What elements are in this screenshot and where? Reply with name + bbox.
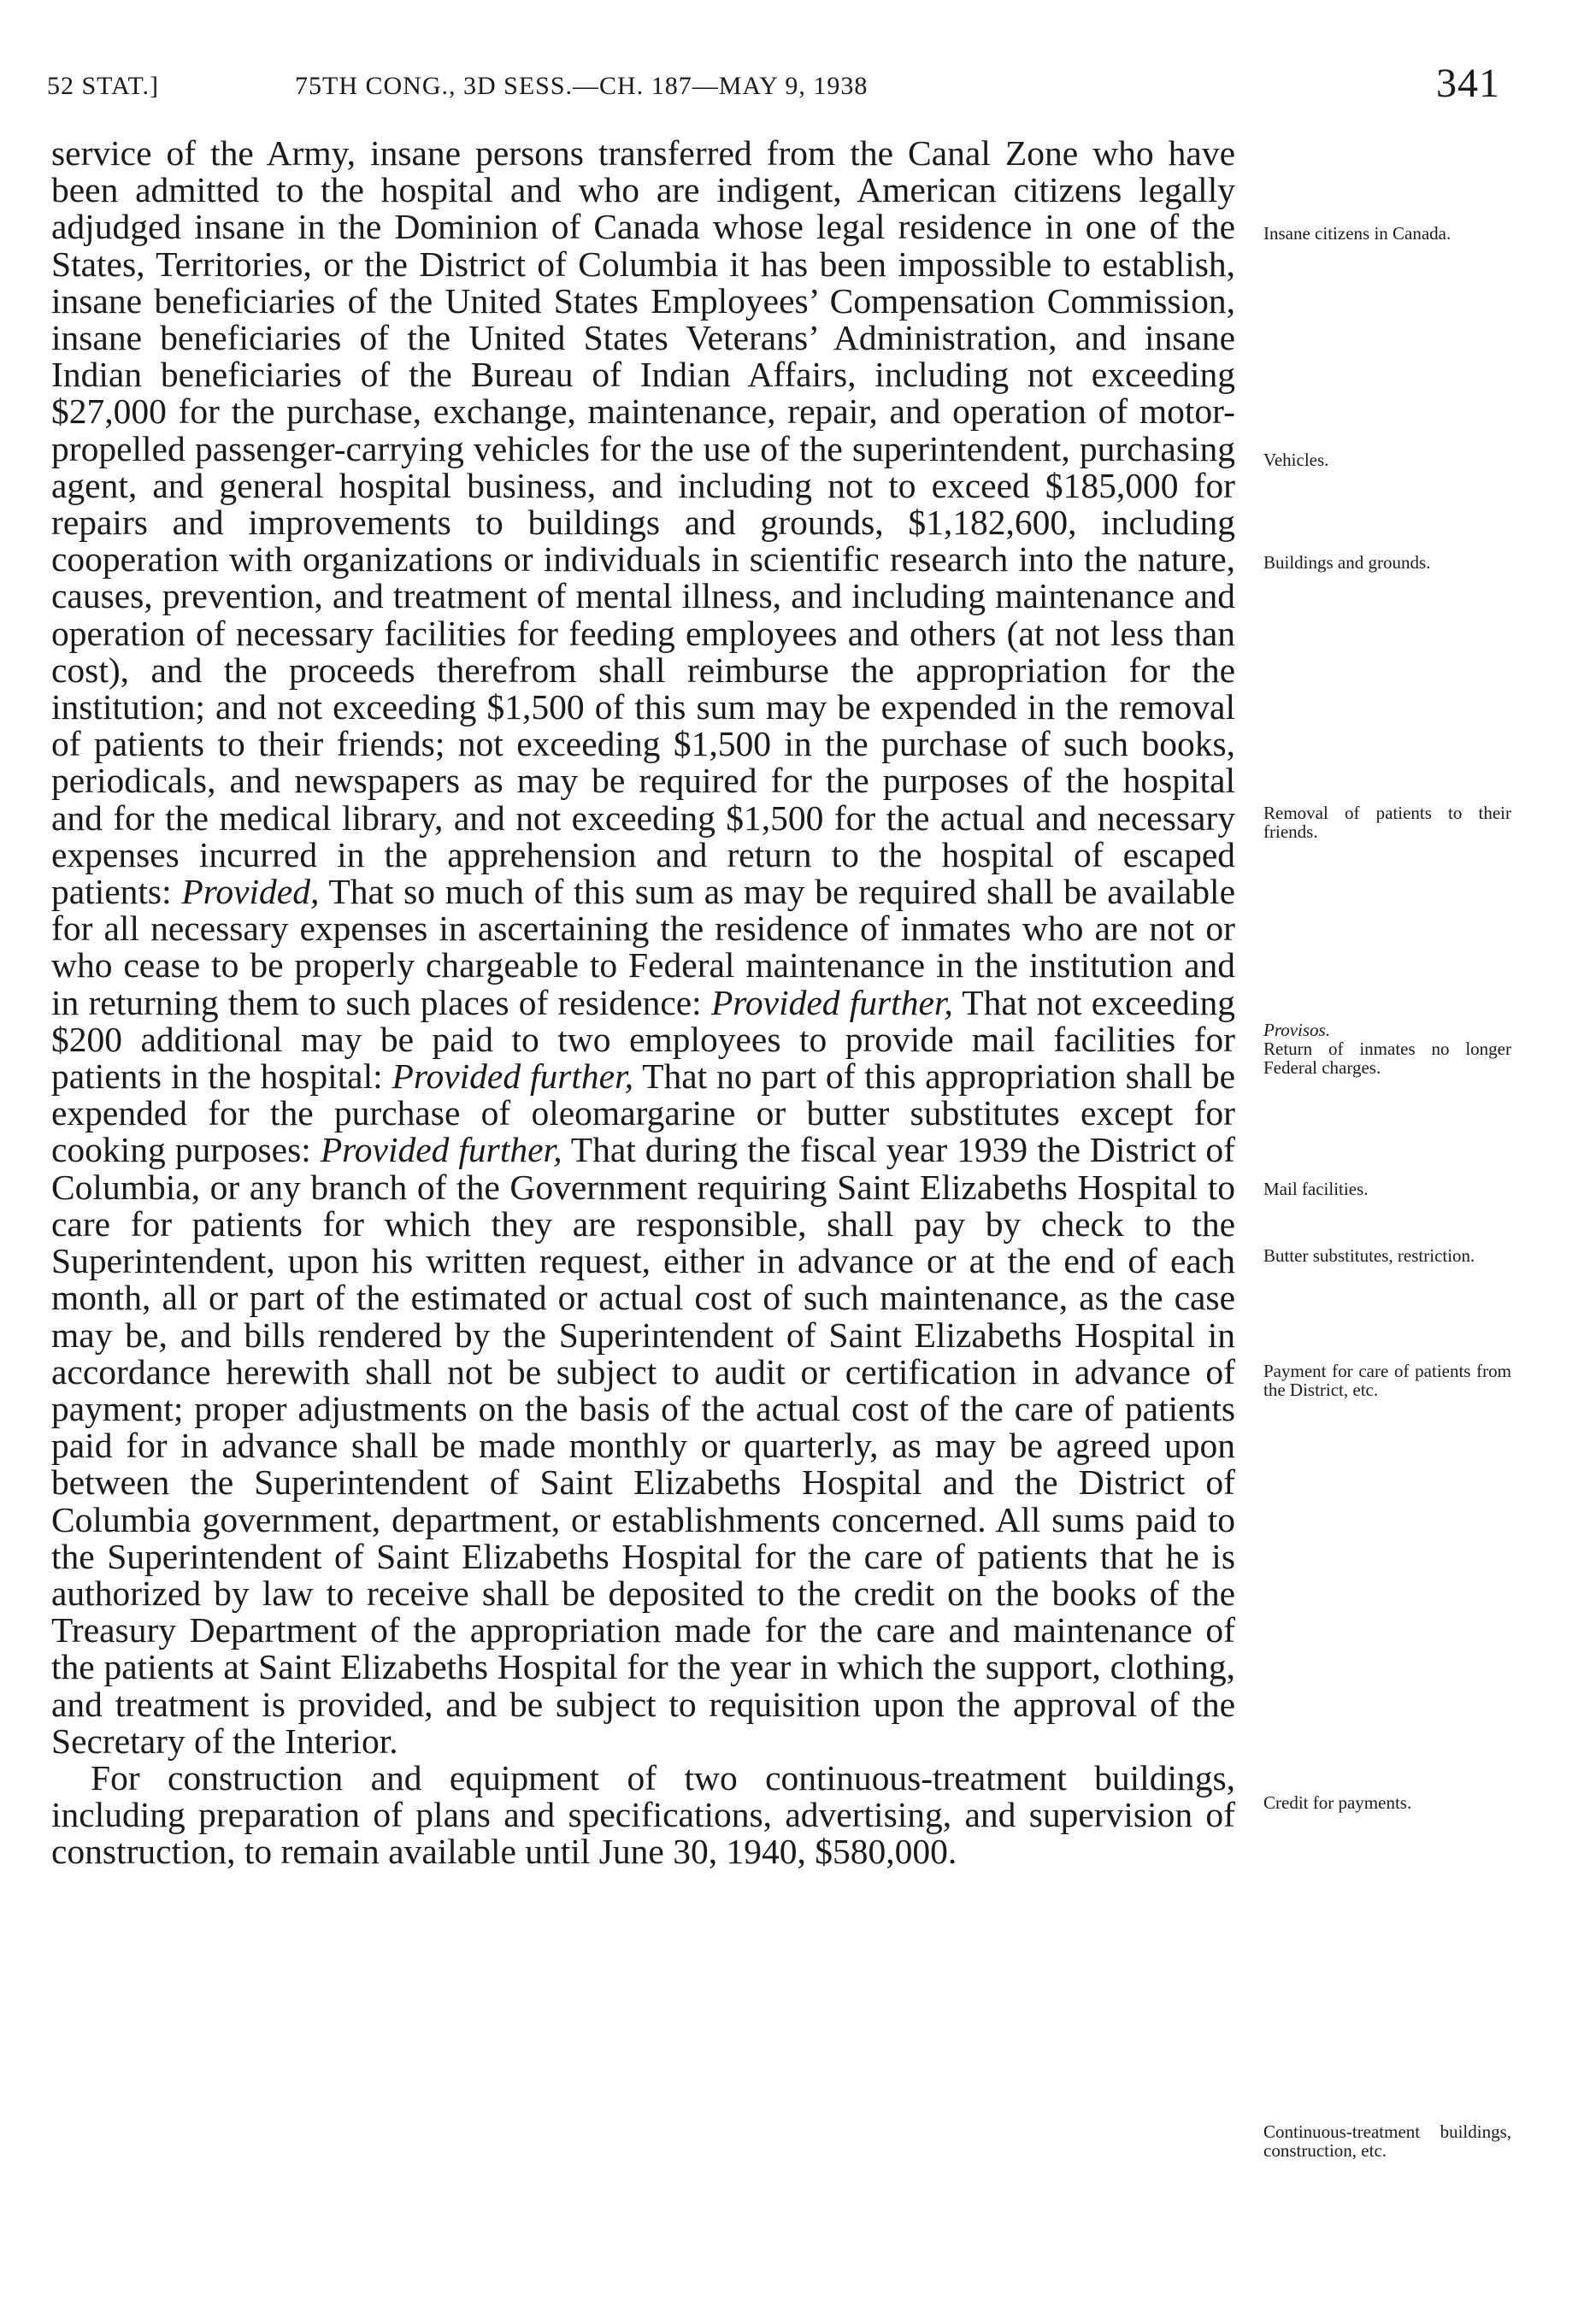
margin-note-payment: Payment for care of patients from the District, etc.: [1263, 1361, 1511, 1400]
proviso-term: Provided further,: [392, 1056, 634, 1097]
paragraph-construction: For construction and equipment of two continuous-treatment buildings, including preparation of plans and specifications, advertising, and supervision of construction, to remain available until June 30, 1940, $580,000.: [51, 1757, 1235, 1872]
proviso-term: Provided further,: [710, 982, 953, 1022]
provisos-label: Provisos.: [1263, 1020, 1330, 1040]
text-segment: That not exceeding $200 additional may be paid to two employees to provide mail facilities for patients in the hospital:: [51, 982, 1235, 1097]
text-segment: service of the Army, insane persons transferred from the Canal Zone who have been admitted to the hospital and who are indigent, American citizens legally adjudged insane in the Dominion of Canada whose legal residence in one of the States, Territories, or the District of Columbia it has been impossible to establish, insane beneficiaries of the United States Employees’ Compensation Commission, insane beneficiaries of the United States Veterans’ Administration, and insane Indian beneficiaries of the Bureau of Indian Affairs, including not exceeding $27,000 for the purchase, exchange, maintenance, repair, and operation of motor-propelled passenger-carrying vehicles for the use of the superintendent, purchasing agent, and general hospital business, and including not to exceed $185,000 for repairs and improvements to buildings and grounds, $1,182,600, including cooperation with organizations or individuals in scientific research into the nature, causes, prevention, and treatment of mental illness, and including maintenance and operation of necessary facilities for feeding employees and others (at not less than cost), and the proceeds therefrom shall reimburse the appropriation for the institution; and not exceeding $1,500 of this sum may be expended in the removal of patients to their friends; not exceeding $1,500 in the purchase of such books, periodicals, and newspapers as may be required for the purposes of the hospital and for the medical library, and not exceeding $1,500 for the actual and necessary expenses incurred in the apprehension and return to the hospital of escaped patients:: [51, 133, 1235, 912]
proviso-term: Provided,: [181, 872, 320, 912]
statute-volume: 52 STAT.]: [47, 72, 160, 100]
page-number: 341: [1436, 61, 1500, 106]
margin-note-provisos: [1263, 1021, 1511, 1077]
session-chapter-date: 75TH CONG., 3D SESS.—CH. 187—MAY 9, 1938: [295, 72, 869, 100]
text-segment: That no part of this appropriation shall be expended for the purchase of oleomargarine or butter substitutes except for cooking purposes:: [51, 1056, 1235, 1170]
margin-note-credit: Credit for payments.: [1263, 1792, 1412, 1813]
margin-note-removal: Removal of patients to their friends.: [1263, 803, 1511, 842]
margin-note-mail: Mail facilities.: [1263, 1179, 1369, 1199]
text-segment: That during the fiscal year 1939 the District of Columbia, or any branch of the Government requiring Saint Elizabeths Hospital to care for patients for which they are responsible, shall pay by check to the Superintendent, upon his written request, either in advance or at the end of each month, all or part of the estimated or actual cost of such maintenance, as the case may be, and bills rendered by the Superintendent of Saint Elizabeths Hospital in accordance herewith shall not be subject to audit or certification in advance of payment; proper adjustments on the basis of the actual cost of the care of patients paid for in advance shall be made monthly or quarterly, as may be agreed upon between the Superintendent of Saint Elizabeths Hospital and the District of Columbia government, department, or establishments concerned. All sums paid to the Superintendent of Saint Elizabeths Hospital for the care of patients that he is authorized by law to receive shall be deposited to the credit on the books of the Treasury Department of the appropriation made for the care and maintenance of the patients at Saint Elizabeths Hospital for the year in which the support, clothing, and treatment is provided, and be subject to requisition upon the approval of the Secretary of the Interior.: [51, 1130, 1235, 1761]
return-inmates-note: Return of inmates no longer Federal charges.: [1263, 1038, 1511, 1078]
margin-note-vehicles: Vehicles.: [1263, 450, 1329, 470]
proviso-term: Provided further,: [320, 1130, 562, 1170]
text-segment: That so much of this sum as may be required shall be available for all necessary expenses in ascertaining the residence of inmates who are not or who cease to be properly chargeable to Federal maintenance in the institution and in returning them to such places of residence:: [51, 872, 1235, 1022]
running-head: [47, 60, 1500, 120]
main-text: [51, 135, 1235, 1871]
margin-note-continuous: Continuous-treatment buildings, construction, etc.: [1263, 2121, 1511, 2161]
margin-note-buildings: Buildings and grounds.: [1263, 552, 1431, 573]
margin-note-insane-citizens: Insane citizens in Canada.: [1263, 223, 1452, 244]
paragraph-appropriation: [51, 135, 1235, 1760]
margin-note-butter: Butter substitutes, restriction.: [1263, 1245, 1475, 1266]
